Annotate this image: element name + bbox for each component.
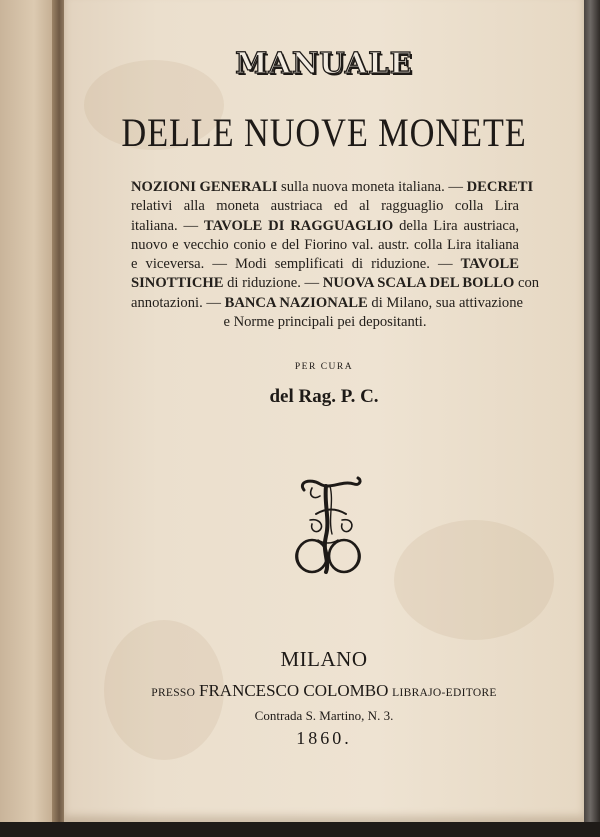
publisher-prefix: PRESSO: [151, 687, 196, 699]
description-text: annotazioni. —: [131, 294, 225, 311]
description-bold-text: NUOVA SCALA DEL BOLLO: [322, 275, 515, 292]
description-text: relativi alla moneta austriaca ed al ragguaglio colla Lira: [131, 198, 519, 215]
description-text: e viceversa. — Modi semplificati di riduzione. —: [131, 256, 461, 273]
description-text: con: [514, 275, 540, 292]
bottom-shadow: [0, 822, 600, 837]
fc-monogram-icon: [290, 474, 366, 578]
publisher-role: LIBRAJO-EDITORE: [392, 687, 497, 699]
page-title: DELLE NUOVE MONETE: [121, 110, 527, 155]
description-bold-text: TAVOLE DI RAGGUAGLIO: [203, 217, 394, 234]
city-name: MILANO: [280, 647, 368, 671]
description-text: della Lira austriaca,: [393, 217, 519, 234]
description-line: [131, 178, 534, 197]
description-line: [131, 197, 519, 216]
description-line: [131, 255, 519, 274]
publisher-line: [64, 681, 584, 701]
description-text: sulla nuova moneta italiana. —: [277, 179, 467, 195]
description-bold-text: DECRETI: [466, 179, 534, 195]
publisher-name: FRANCESCO COLOMBO: [199, 681, 389, 700]
description-bold-text: NOZIONI GENERALI: [131, 179, 278, 195]
per-cura-label: PER CURA: [294, 362, 354, 372]
description-text: di riduzione. —: [223, 275, 323, 292]
description-bold-text: SINOTTICHE: [131, 275, 224, 292]
publisher-address: Contrada S. Martino, N. 3.: [254, 708, 394, 723]
description-text: e Norme principali pei depositanti.: [223, 314, 427, 331]
description-line: [131, 294, 523, 313]
description-line: [131, 313, 519, 332]
book-cover-edge: [584, 0, 600, 837]
description-text: di Milano, sua attivazione: [367, 294, 523, 311]
author-line: del Rag. P. C.: [269, 386, 379, 407]
description-line: [131, 236, 519, 255]
description-text: nuovo e vecchio conio e del Fiorino val. austr. colla Lira italiana: [131, 236, 519, 253]
description-bold-text: BANCA NAZIONALE: [224, 294, 368, 311]
paper-stain: [394, 520, 554, 640]
description-paragraph: [131, 178, 540, 332]
description-line: [131, 274, 540, 293]
description-line: [131, 217, 519, 236]
description-bold-text: TAVOLE: [460, 256, 519, 273]
heading-manuale: MANUALE: [235, 46, 413, 80]
publication-year: 1860.: [296, 728, 352, 748]
description-text: italiana. —: [131, 217, 204, 234]
